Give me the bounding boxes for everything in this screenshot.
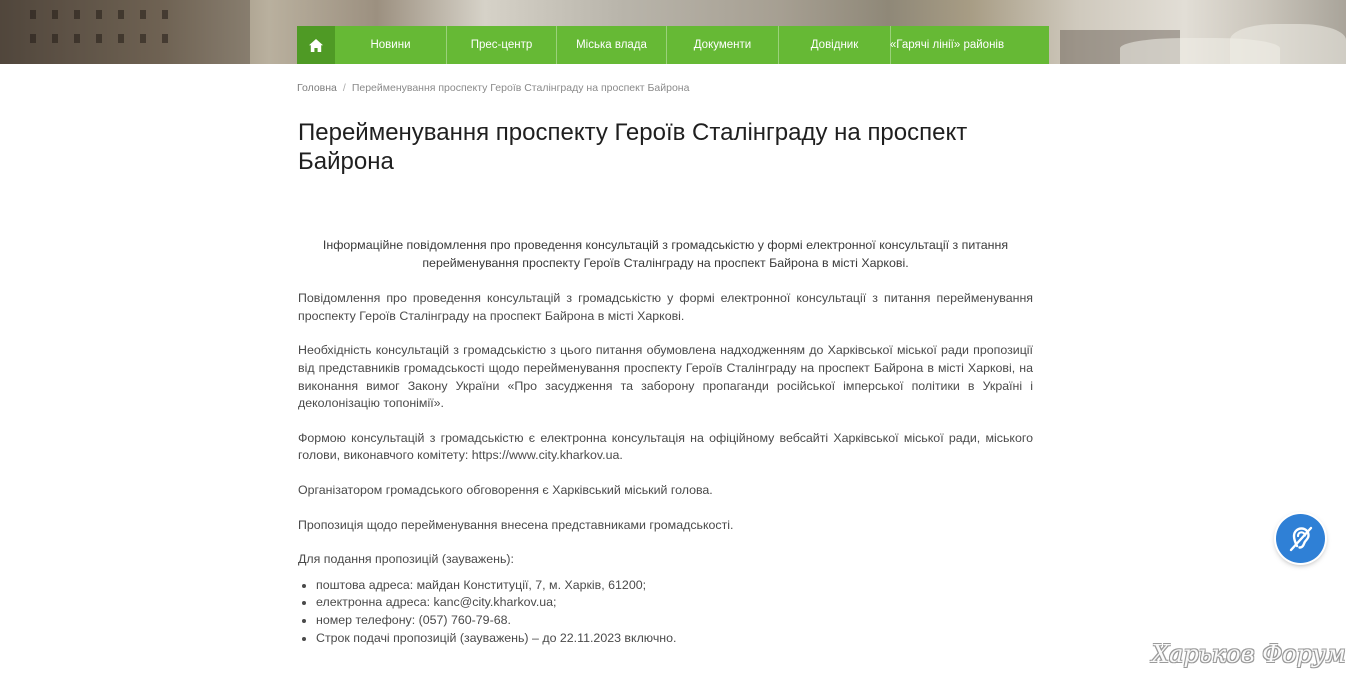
list-item-email: • електронна адреса: kanc@city.kharkov.ua;	[316, 594, 1033, 612]
banner-window	[118, 10, 124, 19]
banner-window	[118, 34, 124, 43]
list-item-deadline: • Строк подачі пропозицій (зауважень) – до 22.11.2023 включно.	[316, 630, 1033, 648]
breadcrumb-current: Перейменування проспекту Героїв Сталінграду на проспект Байрона	[351, 82, 690, 94]
hearing-accessibility-icon	[1286, 524, 1316, 554]
submission-contacts-list	[298, 577, 1033, 647]
banner-window	[30, 10, 36, 19]
banner-rubble	[1230, 24, 1346, 64]
nav-item-city-government[interactable]: Міська влада	[557, 26, 667, 64]
paragraph-proposal-source: Пропозиція щодо перейменування внесена представниками громадськості.	[298, 517, 734, 532]
home-icon	[309, 39, 323, 52]
banner-window	[162, 10, 168, 19]
list-item-postal-address: • поштова адреса: майдан Конституції, 7, м. Харків, 61200;	[316, 577, 1033, 595]
nav-item-press-center[interactable]: Прес-центр	[447, 26, 557, 64]
submission-list-label: Для подання пропозицій (зауважень):	[298, 552, 514, 567]
page-title: Перейменування проспекту Героїв Сталінграду на проспект Байрона	[298, 119, 968, 175]
nav-home-button[interactable]	[297, 26, 335, 64]
nav-item-news[interactable]: Новини	[335, 26, 447, 64]
accessibility-button[interactable]	[1276, 514, 1325, 563]
banner-window	[52, 34, 58, 43]
banner-window	[140, 34, 146, 43]
main-navigation	[297, 26, 1049, 64]
breadcrumb-home-link[interactable]: Головна	[297, 82, 337, 94]
paragraph-notice: Повідомлення про проведення консультацій з громадськістю у формі електронної консультації з питання перейменування проспекту Героїв Сталінграду на проспект Байрона в місті Харкові.	[298, 291, 1033, 323]
breadcrumb-separator: /	[342, 82, 346, 94]
banner-window	[30, 34, 36, 43]
intro-announcement: Інформаційне повідомлення про проведення консультацій з громадськістю у формі електронної консультації з питання перейменування проспекту Героїв Сталінграду на проспект Байрона в місті Харкові.	[322, 238, 1009, 270]
banner-window	[96, 10, 102, 19]
article-content	[298, 237, 1033, 647]
banner-window	[52, 10, 58, 19]
banner-window	[162, 34, 168, 43]
nav-item-directory[interactable]: Довідник	[779, 26, 891, 64]
banner-window	[96, 34, 102, 43]
banner-window	[140, 10, 146, 19]
banner-building	[0, 0, 250, 64]
nav-item-documents[interactable]: Документи	[667, 26, 779, 64]
breadcrumb	[297, 82, 689, 94]
forum-watermark: Харьков Форум	[1152, 640, 1346, 668]
banner-window	[74, 34, 80, 43]
paragraph-consultation-form: Формою консультацій з громадськістю є електронна консультація на офіційному вебсайті Харківської міської ради, міського голови, виконавчого комітету: https://www.city.kharkov.ua.	[298, 430, 1033, 463]
banner-window	[74, 10, 80, 19]
list-item-phone: • номер телефону: (057) 760-79-68.	[316, 612, 1033, 630]
paragraph-organizer: Організатором громадського обговорення є Харківський міський голова.	[298, 482, 713, 497]
nav-item-district-hotlines[interactable]: «Гарячі лінії» районів	[889, 39, 1005, 51]
paragraph-necessity: Необхідність консультацій з громадськістю з цього питання обумовлена надходженням до Харківської міської ради пропозиції від представників громадськості щодо перейменування проспекту Героїв Сталінграду на проспект Байрона в місті Харкові, на виконання вимог Закону України «Про засудження та заборону пропаганди російської імперської політики в Україні і деколонізацію топонімії».	[298, 343, 1033, 411]
